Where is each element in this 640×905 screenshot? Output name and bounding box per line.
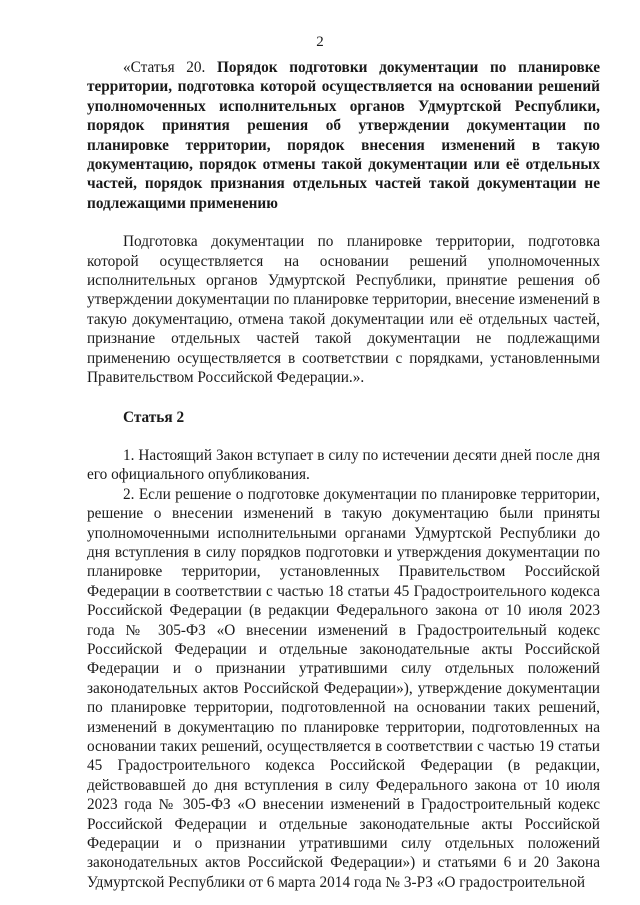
article-20-prefix: «Статья 20. xyxy=(123,59,206,76)
article-20-body: Подготовка документации по планировке территории, подготовка которой осуществляется на основании решений уполномоченных исполнительных органов Удмуртской Республики, принятие решения об утверждении документации по планировке территории, внесение изменений в такую документацию, отмена такой документации или её отдельных частей, признание отдельных частей такой документации не подлежащими применению осуществляется в соответствии с порядками, установленными Правительством Российской Федерации.». xyxy=(87,233,600,387)
article-20-title: Порядок подготовки документации по планировке территории, подготовка которой осуществляется на основании решений уполномоченных исполнительных органов Удмуртской Республики, порядок принятия решения об утверждении документации по планировке территории, порядок внесения изменений в такую документацию, порядок отмены такой документации или её отдельных частей, порядок признания отдельных частей такой документации не подлежащими применению xyxy=(87,59,601,212)
spacer xyxy=(87,388,600,408)
article-2-heading: Статья 2 xyxy=(123,408,185,426)
article-20-heading xyxy=(87,58,600,213)
spacer xyxy=(87,427,600,446)
document-body xyxy=(87,58,600,892)
spacer xyxy=(87,213,600,232)
article-2-paragraph-2: 2. Если решение о подготовке документации по планировке территории, решение о внесении изменений в такую документацию были приняты уполномоченными исполнительными органами Удмуртской Республики до дня вступления в силу порядков подготовки и утверждения документации по планировке территории, установленных Правительством Российской Федерации в соответствии с частью 18 статьи 45 Градостроительного кодекса Российской Федерации (в редакции Федерального закона от 10 июля 2023 года № 305-ФЗ «О внесении изменений в Градостроительный кодекс Российской Федерации и отдельные законодательные акты Российской Федерации и о признании утратившими силу отдельных положений законодательных актов Российской Федерации»), утверждение документации по планировке территории, подготовленной на основании таких решений, изменений в документацию по планировке территории, подготовленных на основании таких решений, осуществляется в соответствии с частью 19 статьи 45 Градостроительного кодекса Российской Федерации (в редакции, действовавшей до дня вступления в силу Федерального закона от 10 июля 2023 года № 305-ФЗ «О внесении изменений в Градостроительный кодекс Российской Федерации и отдельные законодательные акты Российской Федерации и о признании утратившими силу отдельных положений законодательных актов Российской Федерации») и статьями 6 и 20 Закона Удмуртской Республики от 6 марта 2014 года № 3-РЗ «О градостроительной xyxy=(87,485,600,891)
page-number: 2 xyxy=(316,34,324,50)
article-2-paragraph-1: 1. Настоящий Закон вступает в силу по истечении десяти дней после дня его официального опубликования. xyxy=(87,446,600,484)
